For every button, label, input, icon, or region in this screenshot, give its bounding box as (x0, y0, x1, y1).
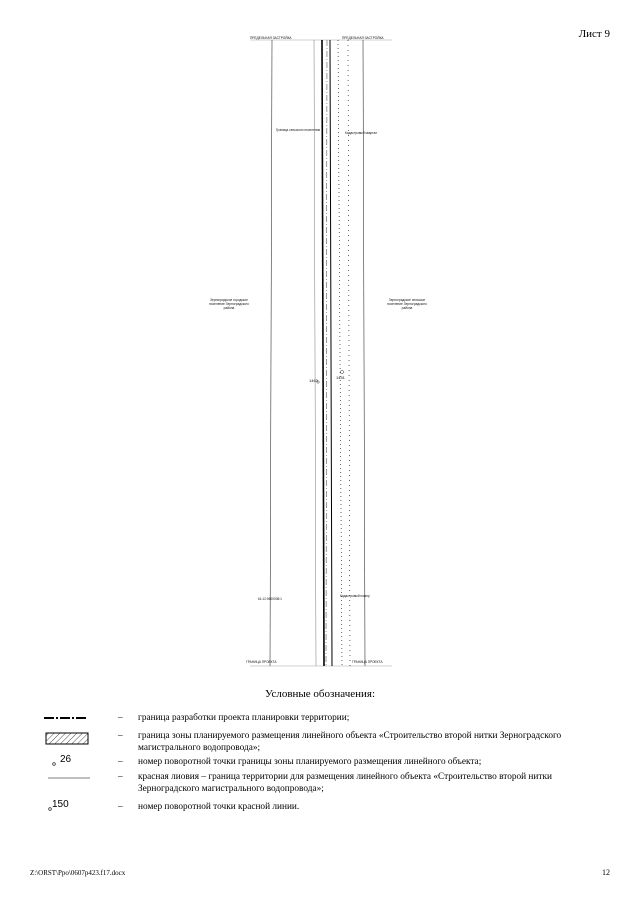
legend-dash: – (118, 731, 123, 741)
point-left-label: 1463 (309, 378, 318, 383)
legend-title: Условные обозначения: (264, 688, 376, 700)
zone-turn-point-number: 26 (60, 754, 72, 765)
legend-item-zone-boundary (40, 730, 600, 754)
legend-dash: – (118, 713, 123, 723)
legend-dash: – (118, 757, 123, 767)
pipeline-main-line (322, 40, 324, 666)
legend-text: номер поворотной точки границы зоны планируемого размещения линейного объекта; (138, 757, 482, 767)
bottom-left-label: ГРАНИЦА ПРОЕКТА (246, 660, 277, 664)
legend (40, 712, 600, 813)
right-lower-label: Кадастровый номер (340, 594, 370, 598)
top-left-label: ПРЕДЕЛЬНАЯ ЗАСТРОЙКА (250, 36, 292, 40)
legend-item-zone-turn-point (40, 756, 600, 768)
point-right-label: 1451 (336, 375, 345, 380)
bottom-right-label: ГРАНИЦА ПРОЕКТА (352, 660, 383, 664)
legend-text: граница разработки проекта планировки территории; (138, 713, 350, 723)
red-line-turn-point-symbol (40, 801, 112, 813)
right-mid-label: Зерноградское сельское поселение Зерноградского района (387, 298, 427, 310)
right-upper-label: Кадастровый квартал (345, 131, 378, 135)
project-boundary-symbol (40, 712, 112, 724)
footer-page-number: 12 (602, 868, 610, 877)
red-line-symbol (40, 771, 112, 783)
left-mid-label: Зерноградское городское поселение Зерноградского района (209, 298, 249, 310)
top-right-label: ПРЕДЕЛЬНАЯ ЗАСТРОЙКА (342, 36, 384, 40)
footer-file-path: Z:\ORST\Ppo\0607p423.f17.docx (30, 869, 126, 877)
project-boundary-dashdot (326, 40, 327, 666)
left-lower-label: 61:12:0600008:1 (258, 597, 282, 601)
legend-item-red-line (40, 771, 600, 795)
legend-text: граница зоны планируемого размещения линейного объекта «Строительство второй нитки Зерноградского магистрального водопровода»; (138, 731, 562, 753)
sheet-label: Лист 9 (578, 28, 610, 40)
red-line-turn-point-number: 150 (52, 799, 69, 810)
legend-text: красная лиовия – граница территории для размещения линейного объекта «Строительство второй нитки Зерноградского магистрального водопровода»; (138, 772, 552, 794)
legend-text: номер поворотной точки красной линии. (138, 802, 300, 812)
zone-turn-point-symbol (40, 756, 112, 768)
zone-boundary-dotted (338, 40, 342, 666)
pipeline-second-line (330, 40, 332, 666)
red-line (314, 40, 316, 666)
legend-item-project-boundary (40, 712, 600, 724)
legend-item-red-line-turn-point (40, 801, 600, 813)
turn-point-marker (340, 370, 343, 373)
legend-dash: – (118, 802, 123, 812)
left-boundary-line (270, 40, 272, 666)
legend-dash: – (118, 772, 123, 782)
hatched-zone-symbol (40, 730, 112, 752)
left-upper-label: Граница сельского поселения (276, 128, 321, 132)
